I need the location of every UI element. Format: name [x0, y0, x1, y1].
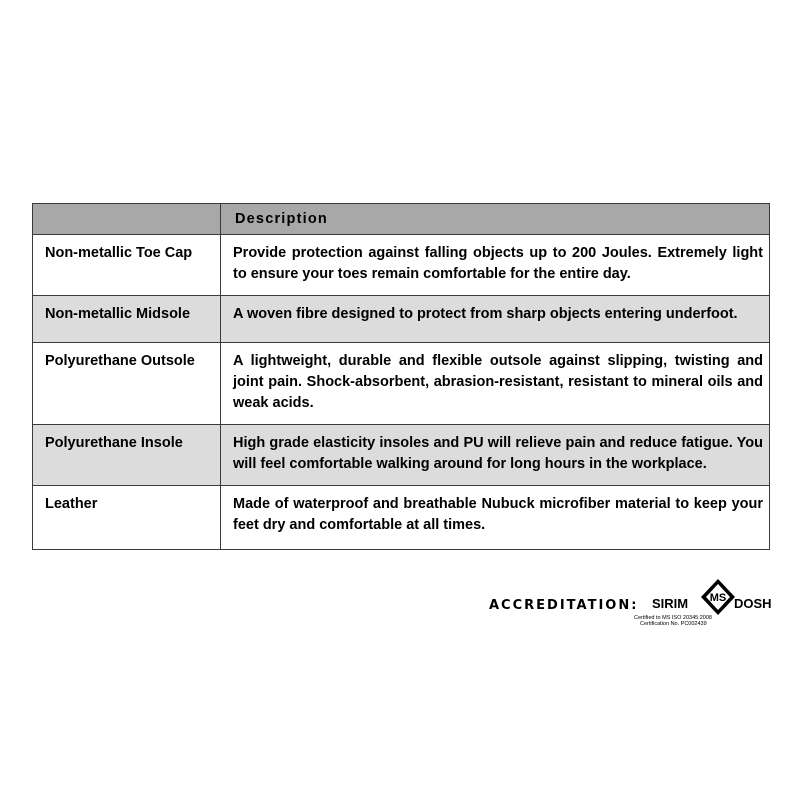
feature-name: Non-metallic Toe Cap [33, 235, 221, 296]
specification-table [32, 203, 770, 550]
header-cell-empty [33, 204, 221, 235]
feature-description: High grade elasticity insoles and PU will relieve pain and reduce fatigue. You will feel comfortable walking around for long hours in the workplace. [221, 425, 770, 486]
dosh-text: DOSH [734, 596, 772, 611]
table-row [33, 486, 770, 550]
header-cell-description: Description [221, 204, 770, 235]
feature-description: Provide protection against falling objects up to 200 Joules. Extremely light to ensure your toes remain comfortable for the entire day. [221, 235, 770, 296]
feature-description: Made of waterproof and breathable Nubuck microfiber material to keep your feet dry and comfortable at all times. [221, 486, 770, 550]
table-row [33, 296, 770, 343]
table-row [33, 235, 770, 296]
certification-number: Certification No. PC002439 [640, 621, 707, 627]
table-header-row [33, 204, 770, 235]
sirim-text: SIRIM [652, 596, 689, 611]
sirim-dosh-logo [630, 574, 780, 634]
table-row [33, 343, 770, 425]
feature-description: A lightweight, durable and flexible outsole against slipping, twisting and joint pain. Shock-absorbent, abrasion-resistant, resistant to mineral oils and weak acids. [221, 343, 770, 425]
feature-name: Polyurethane Insole [33, 425, 221, 486]
table-row [33, 425, 770, 486]
feature-description: A woven fibre designed to protect from sharp objects entering underfoot. [221, 296, 770, 343]
feature-name: Non-metallic Midsole [33, 296, 221, 343]
ms-badge-icon [700, 578, 736, 616]
feature-name: Polyurethane Outsole [33, 343, 221, 425]
certification-standard: Certified to MS ISO 20345:2008 [634, 615, 712, 621]
accreditation-label: ACCREDITATION: [489, 598, 639, 613]
ms-badge-text: MS [709, 592, 727, 604]
feature-name: Leather [33, 486, 221, 550]
